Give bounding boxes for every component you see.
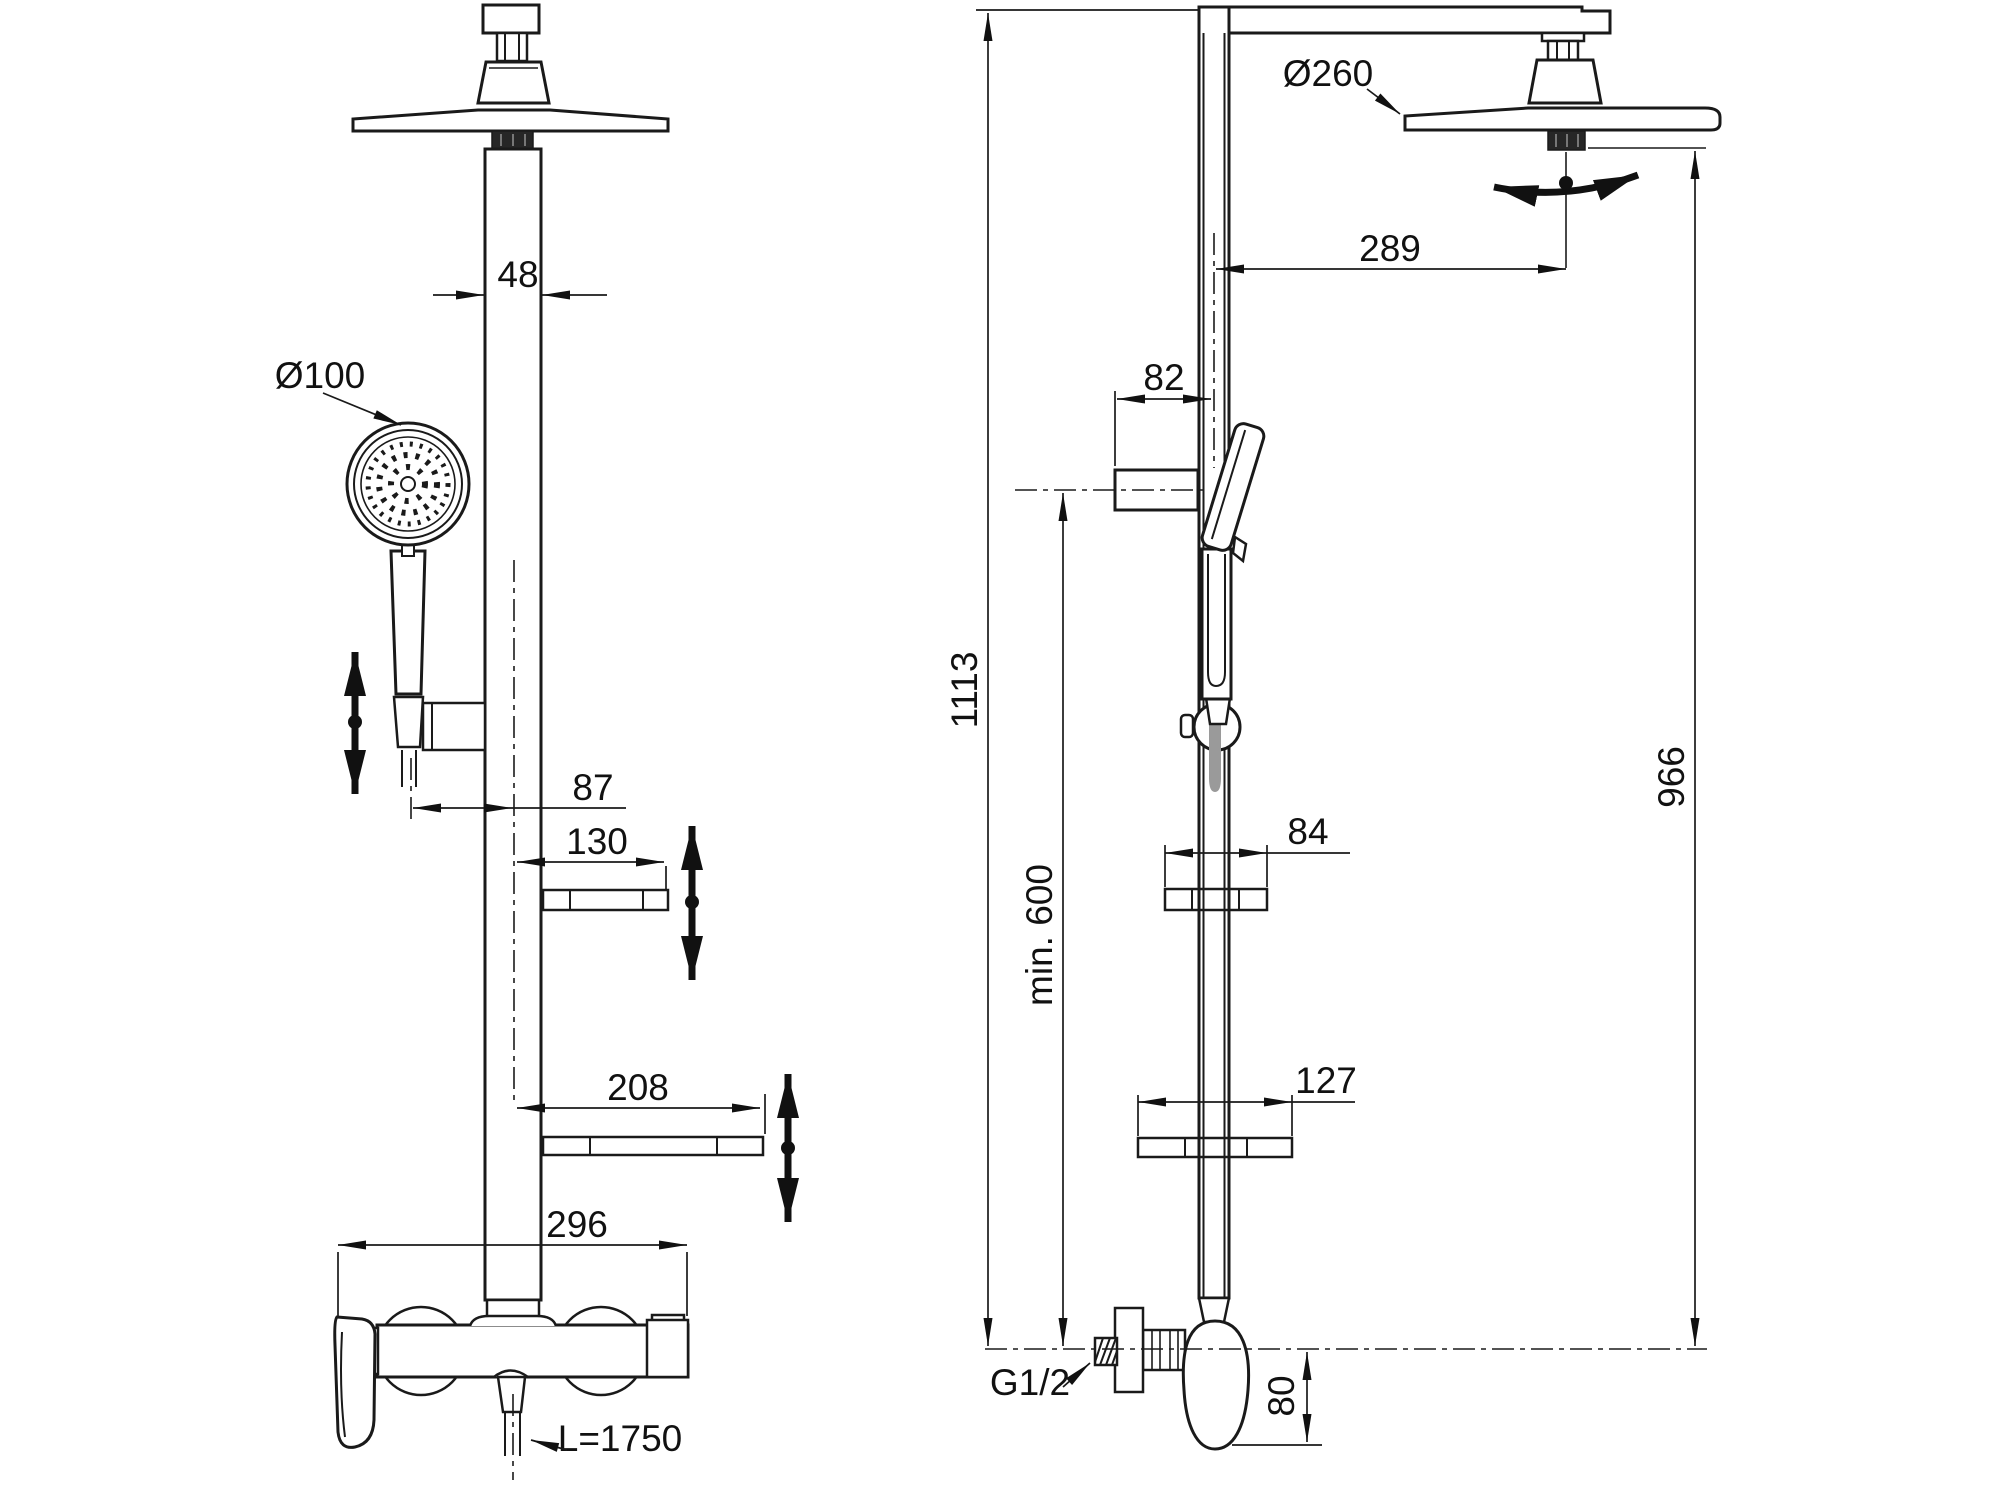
front-mixer-body [377, 1325, 688, 1377]
dim-head-reach: 289 [1359, 228, 1421, 269]
side-mixer-connector [1199, 1298, 1229, 1322]
side-overhead-disc [1405, 108, 1720, 130]
side-holder-knob [1181, 715, 1193, 737]
side-overhead-shower [1405, 33, 1720, 268]
front-ceiling-block [483, 5, 539, 33]
dim-head-diameter: Ø260 [1282, 53, 1374, 94]
side-hand-shower-handle [1202, 549, 1231, 699]
dim-column-width: 48 [497, 254, 539, 295]
front-overhead-shower [353, 5, 668, 149]
front-overhead-disc [353, 110, 668, 131]
dim-lower-shelf-width: 208 [607, 1067, 669, 1108]
side-structure [1199, 7, 1610, 1298]
dim-hand-shower-diameter: Ø100 [274, 355, 366, 396]
side-mixer [1095, 1298, 1249, 1449]
front-riser-column [485, 149, 541, 1300]
front-view [275, 5, 795, 1480]
dim-min-mounting-height: min. 600 [1019, 864, 1060, 1006]
front-hand-shower [347, 423, 485, 824]
side-top-arm [1200, 7, 1610, 33]
front-connector-nut [497, 33, 527, 61]
side-hand-shower-connector [1206, 698, 1230, 724]
dim-hand-shower-offset: 87 [572, 767, 614, 808]
side-escutcheon [1115, 1308, 1143, 1392]
side-dimensions [944, 10, 1707, 1445]
front-hand-shower-head [347, 423, 469, 545]
side-wall-bracket [1015, 470, 1203, 510]
dim-upper-shelf-width: 130 [566, 821, 628, 862]
front-lower-shelf [543, 1137, 763, 1155]
side-hose [1209, 724, 1221, 792]
side-hand-shower-hook [1233, 537, 1246, 561]
dim-upper-shelf-depth: 84 [1287, 811, 1329, 852]
side-view [944, 7, 1720, 1449]
dim-column-height: 966 [1651, 746, 1692, 808]
front-mixer-flange [470, 1316, 556, 1326]
dim-lower-shelf-depth: 127 [1295, 1060, 1357, 1101]
dim-overall-height: 1113 [944, 651, 985, 729]
dim-hose-length: L=1750 [557, 1418, 683, 1459]
dim-handle-height: 80 [1261, 1375, 1302, 1417]
front-hand-shower-handle [391, 551, 425, 694]
side-head-mount-cone [1529, 60, 1601, 103]
side-connector-nut [1548, 41, 1578, 60]
dim-mixer-width: 296 [546, 1204, 608, 1245]
front-mixer-end-cap [647, 1320, 688, 1377]
front-upper-shelf [543, 890, 668, 910]
front-hose-outlet [498, 1377, 525, 1412]
side-lever-handle [1183, 1321, 1248, 1449]
front-hand-shower-connector [394, 697, 423, 747]
dim-supply-thread: G1/2 [989, 1362, 1071, 1403]
dim-bracket-depth: 82 [1143, 357, 1185, 398]
